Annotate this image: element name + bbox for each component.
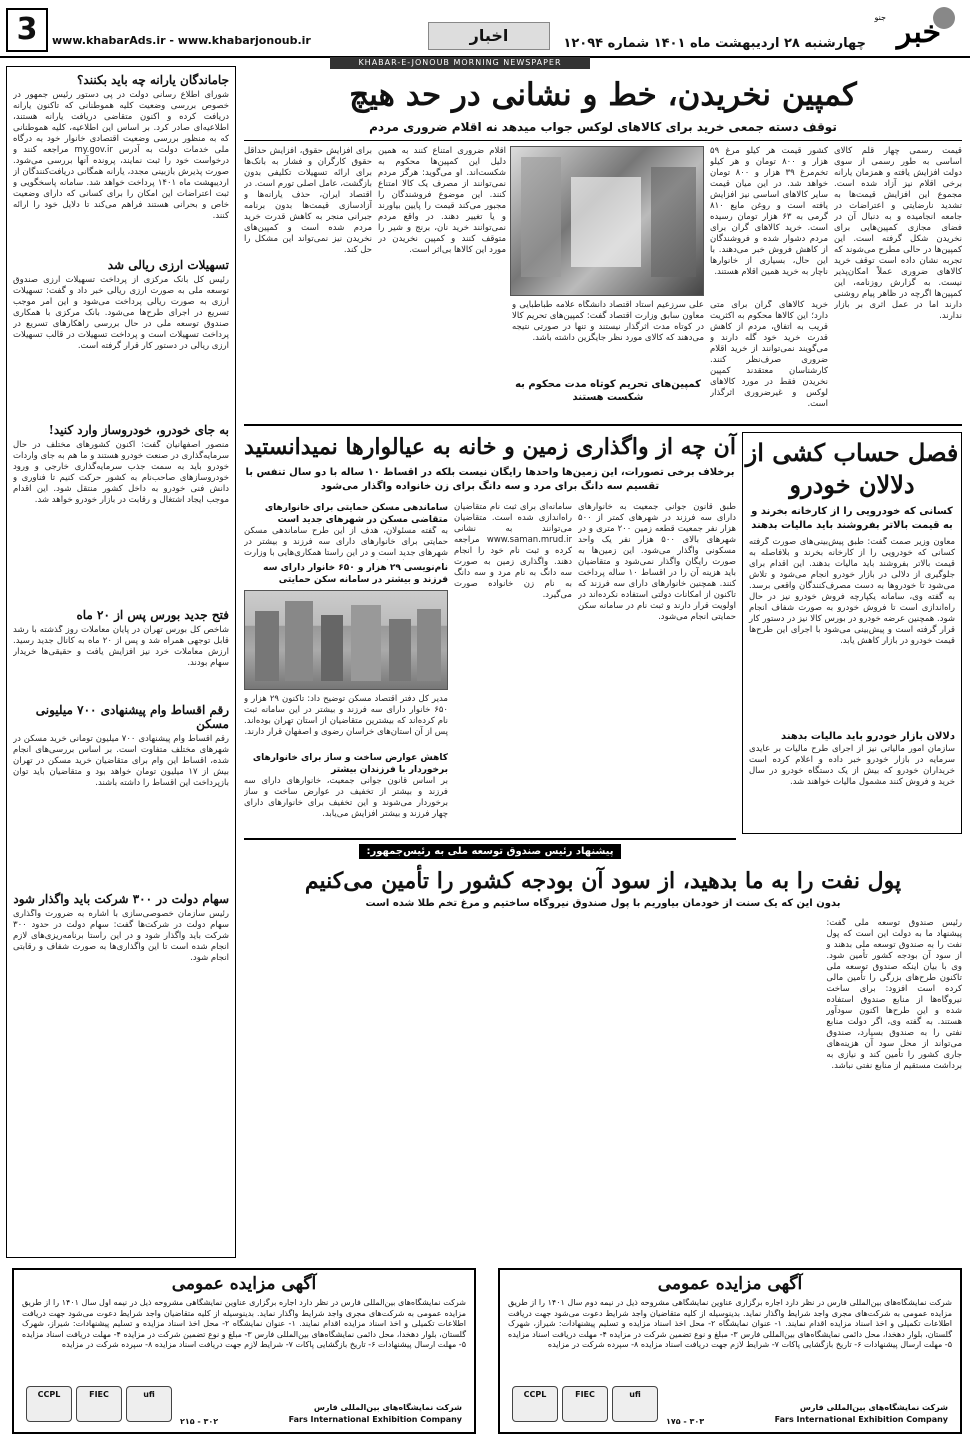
dealers-article bbox=[742, 432, 962, 834]
website-links[interactable]: www.khabarAds.ir - www.khabarjonoub.ir bbox=[52, 34, 311, 47]
interview-body: علی سرزعیم استاد اقتصاد دانشگاه علامه طباطبایی و معاون سابق وزارت اقتصاد گفت: کمپین‌های تحریم کالا در کوتاه مدت اثرگذار نیستند و تنها در صورتی نتیجه می‌دهند که کالای مورد نظر جایگزین داشته باشد. bbox=[512, 300, 704, 343]
lead-headline: کمپین نخریدن، خط و نشانی در حد هیچ bbox=[349, 77, 857, 113]
sidebar-article-body: منصور اصفهانیان گفت: اکنون کشورهای مختلف در حال سرمایه‌گذاری در صنعت خودرو هستند و ما هم به جای واردات خودرو باید به سمت جذب سرمایه‌گذاری خارجی و ورود خودروسازهای صاحب‌نام به کشور حرکت کنیم تا فناوری و دانش فنی خودرو به داخل کشور منتقل شود. این اقدام موجب ایجاد اشتغال و رقابت در بازار خودرو خواهد شد. bbox=[13, 440, 229, 505]
auction-ad bbox=[12, 1268, 476, 1434]
sidebar-article-title: سهام دولت در ۳۰۰ شرکت باید واگذار شود bbox=[13, 892, 229, 906]
sidebar-article-body: شورای اطلاع رسانی دولت در پی دستور رئیس جمهور در خصوص بررسی وضعیت کلیه هموطنانی که تاکنون یارانه دریافت کرده و اکنون متقاضی دریافت یارانه هستند، اطلاعیه‌ای صادر کرد. بر اساس این اطلاعیه، کلیه هموطنانی که به منظور بررسی وضعیت اقتصادی خانوار خود به درگاه ملی خدمات دولت به آدرس my.gov.ir مراجعه کنند و درخواست خود را ثبت نمایند، پرونده آنها بررسی می‌شود. صورت پذیرش بازبینی مجدد، یارانه همگانی دریافت‌کنندگان از اردیبهشت ماه ۱۴۰۱ پرداخت خواهد شد. سامانه پاسخگویی و ثبت اعتراضات این امکان را برای کسانی که دارای وضعیت خاص و بحرانی هستند فراهم می‌کند تا دلایل خود را ارائه کنند. bbox=[13, 90, 229, 221]
sidebar-article-title: فتح جدید بورس پس از ۲۰ ماه bbox=[76, 608, 229, 622]
ccpl-badge: CCPL bbox=[26, 1386, 72, 1422]
ad-organization: شرکت نمایشگاه‌های بین‌المللی فارس bbox=[799, 1403, 948, 1412]
ad-code: ۱۷۵ - ۳۰۳ bbox=[666, 1417, 705, 1426]
sidebar-article bbox=[7, 602, 235, 697]
ad-organization: شرکت نمایشگاه‌های بین‌المللی فارس bbox=[313, 1403, 462, 1412]
section-label: اخبار bbox=[428, 22, 550, 50]
ad-footer bbox=[20, 1384, 468, 1428]
sidebar-article-title: به جای خودرو، خودروساز وارد کنید! bbox=[48, 423, 229, 437]
land-mini-title: کاهش عوارض ساخت و ساز برای خانوارهای برخوردار با فرزندان بیشتر bbox=[252, 753, 448, 775]
divider bbox=[244, 838, 736, 840]
sidebar-article bbox=[7, 697, 235, 886]
ad-footer bbox=[506, 1384, 954, 1428]
ad-body: شرکت نمایشگاه‌های بین‌المللی فارس در نظر دارد اجاره برگزاری عناوین نمایشگاهی مشروحه ذیل در نیمه دوم سال ۱۴۰۱ را از طریق مزایده عمومی به شرکت‌های مجری واجد شرایط واگذار نماید. بدینوسیله از کلیه متقاضیان واجد شرایط دعوت می‌شود جهت دریافت اطلاعات تکمیلی و اخذ اسناد مزایده اقدام نمایند. ۱- عنوان نمایشگاه ۲- محل اخذ اسناد مزایده و تسلیم پیشنهادات: شیراز، شهرک گلستان، بلوار دهخدا، محل دائمی نمایشگاه‌های بین‌المللی فارس ۳- مبلغ و نوع تضمین شرکت در مزایده ۴- مهلت دریافت اسناد مزایده ۵- مهلت ارسال پیشنهادات ۶- تاریخ بازگشایی پاکات ۷- شرایط لازم جهت دریافت اسناد مزایده ۸- سپرده شرکت در مزایده bbox=[508, 1298, 953, 1349]
logo-sub: جنو bbox=[874, 13, 886, 22]
logo-text: خبر bbox=[896, 15, 942, 50]
land-mini-title: نام‌نویسی ۲۹ هزار و ۶۵۰ خانوار دارای سه فرزند و بیشتر در سامانه سکن حمایتی bbox=[263, 563, 448, 585]
ad-title: آگهی مزایده عمومی bbox=[657, 1274, 803, 1294]
dealers-subhead: کسانی که خودرویی را از کارخانه بخرند و به قیمت بالاتر بفروشند باید مالیات بدهند bbox=[751, 506, 953, 531]
ad-organization-en: Fars International Exhibition Company bbox=[774, 1415, 948, 1424]
land-headline: آن چه از واگذاری زمین و خانه به عیالوارها نمیدانستید bbox=[244, 434, 736, 460]
fiec-badge: FIEC bbox=[562, 1386, 608, 1422]
shopping-photo bbox=[510, 146, 704, 296]
morning-banner: KHABAR-E-JONOUB MORNING NEWSPAPER bbox=[330, 57, 590, 69]
sidebar-article-title: جاماندگان یارانه چه باید بکنند؟ bbox=[77, 73, 229, 87]
divider bbox=[244, 424, 962, 426]
dealers-headline: فصل حساب کشی از دلالان خودرو bbox=[745, 438, 959, 499]
ccpl-badge: CCPL bbox=[512, 1386, 558, 1422]
ad-organization-en: Fars International Exhibition Company bbox=[288, 1415, 462, 1424]
issue-dateline: چهارشنبه ۲۸ اردیبهشت ماه ۱۴۰۱ شماره ۱۲۰۹۴ bbox=[563, 36, 866, 51]
sidebar-article-body: رئیس کل بانک مرکزی از پرداخت تسهیلات ارزی صندوق توسعه ملی به صورت ارزی ریالی خبر داد و گفت: تسهیلات ارزی به صورت ریالی پرداخت می‌شود و این امر موجب تسریع در اجرای طرح‌ها می‌شود. بانک مرکزی با همکاری صندوق توسعه ملی در حال بررسی راهکارهای تسریع در پرداخت تسهیلات است و پرداخت تسهیلات در قالب تسهیلات ارزی ریالی در دستور کار قرار گرفته است. bbox=[13, 275, 229, 351]
oil-kicker-label: پیشنهاد رئیس صندوق توسعه ملی به رئیس‌جمهور: bbox=[359, 844, 622, 859]
sidebar-article-body: رقم اقساط وام پیشنهادی ۷۰۰ میلیون تومانی خرید مسکن در شهرهای مختلف متفاوت است. بر اساس بررسی‌های انجام شده، اقساط این وام برای متقاضیان خرید مسکن در تهران بیش از ۱۷ میلیون تومان خواهد بود و متقاضیان باید توان بازپرداخت این اقساط را داشته باشند. bbox=[13, 734, 229, 788]
sidebar-article-title: تسهیلات ارزی ریالی شد bbox=[107, 258, 229, 272]
ad-title: آگهی مزایده عمومی bbox=[171, 1274, 317, 1294]
lead-col-1: قیمت رسمی چهار قلم کالای اساسی به طور رسمی از سوی دولت افزایش یافته و همزمان یارانه برخی اقلام نیز آزاد شده است. مجموع این افزایش قیمت‌ها به تشدید نارضایتی و اعتراضات در جامعه انجامیده و به دنبال آن در فضای مجازی کمپین‌هایی برای نخریدن شکل گرفته است. این کمپین‌ها در حالی مطرح می‌شوند که تجربه نشان داده است توقف خرید کالاهای ضروری عملاً امکان‌پذیر نیست. به گزارش روزنامه، این کمپین‌ها اگرچه در ظاهر پیام روشنی دارند اما در عمل اثری بر بازار ندارند. bbox=[834, 146, 962, 321]
oil-subhead: بدون این که یک سنت از خودمان بیاوریم با پول صندوق نیروگاه ساختیم و مرغ تخم طلا شده است bbox=[365, 898, 841, 909]
land-col-1: طبق قانون جوانی جمعیت به خانوارهای دارای سه فرزند در شهرهای کمتر از ۵۰۰ هزار نفر جمعیت قطعه زمین ۲۰۰ متری و در شهرهای بالای ۵۰۰ هزار نفر یک واحد مسکونی واگذار می‌شود. این زمین‌ها به صورت رایگان واگذار نمی‌شود و متقاضیان باید هزینه آن را در اقساط ۱۰ ساله پرداخت کنند. همچنین خانوارهای دارای سه فرزند که تاکنون از امکانات دولتی استفاده نکرده‌اند در اولویت قرار دارند و ثبت نام در سامانه سکن حمایتی انجام می‌شود. bbox=[578, 502, 736, 622]
ad-body: شرکت نمایشگاه‌های بین‌المللی فارس در نظر دارد اجاره برگزاری عناوین نمایشگاهی مشروحه ذیل در نیمه اول سال ۱۴۰۱ را از طریق مزایده عمومی به شرکت‌های مجری واجد شرایط واگذار نماید. بدینوسیله از کلیه متقاضیان واجد شرایط دعوت می‌شود جهت دریافت اطلاعات تکمیلی و اخذ اسناد مزایده اقدام نمایند. ۱- عنوان نمایشگاه ۲- محل اخذ اسناد مزایده و تسلیم پیشنهادات: شیراز، شهرک گلستان، بلوار دهخدا، محل دائمی نمایشگاه‌های بین‌المللی فارس ۳- مبلغ و نوع تضمین شرکت در مزایده ۴- مهلت دریافت اسناد مزایده ۵- مهلت ارسال پیشنهادات ۶- تاریخ بازگشایی پاکات ۷- شرایط لازم جهت دریافت اسناد مزایده ۸- سپرده شرکت در مزایده bbox=[22, 1298, 467, 1349]
sidebar-article bbox=[7, 886, 235, 1031]
lead-subhead: توقف دسته جمعی خرید برای کالاهای لوکس جواب میدهد نه اقلام ضروری مردم bbox=[369, 120, 837, 134]
sidebar-article bbox=[7, 67, 235, 252]
lead-col-5: برای افزایش حقوق، افزایش حداقل حقوق کارگران و فشار به بانک‌ها برای ارائه تسهیلات تکلیفی بدون بازگشت، عامل اصلی تورم است. در اقتصاد ایران، حذف یارانه‌ها و آزادسازی قیمت‌ها بدون برنامه جبرانی منجر به کاهش قدرت خرید مردم شده است و کمپین‌های نخریدن نیز نمی‌تواند این مشکل را حل کند. bbox=[244, 146, 372, 255]
dealers-mini-title: دلالان بازار خودرو باید مالیات بدهند bbox=[781, 731, 955, 742]
auction-ad bbox=[498, 1268, 962, 1434]
land-mini-body: به گفته مسئولان، هدف از این طرح ساماندهی مسکن حمایتی برای خانوارهای دارای سه فرزند و بیشتر در شهرهای جدید است و در این راستا همکاری‌هایی با وزارت bbox=[244, 526, 448, 558]
land-col-2: سامانه‌ای برای ثبت نام متقاضیان راه‌اندازی شده است. متقاضیان می‌توانند به نشانی www.saman.mrud.ir مراجعه کرده و ثبت نام خود را انجام دهند. واگذاری زمین به صورت سه دانگ به نام مرد و سه دانگ به نام زن خانواده صورت می‌گیرد. bbox=[454, 502, 572, 600]
sidebar-article-body: شاخص کل بورس تهران در پایان معاملات روز گذشته با رشد قابل توجهی همراه شد و پس از ۲۰ ماه به کانال جدید رسید. ارزش معاملات خرد نیز افزایش یافت و حقیقی‌ها خریدار سهام بودند. bbox=[13, 625, 229, 668]
page-number: 3 bbox=[6, 8, 48, 52]
interview-title: کمپین‌های تحریم کوتاه مدت محکوم به شکست هستند bbox=[515, 379, 701, 403]
oil-kicker bbox=[244, 846, 736, 857]
land-mini-body: بر اساس قانون جوانی جمعیت، خانوارهای دارای سه فرزند و بیشتر از تخفیف در عوارض ساخت و ساز برخوردار می‌شوند و این تخفیف برای خانوارهای دارای چهار فرزند و بیشتر افزایش می‌یابد. bbox=[244, 776, 448, 819]
sidebar-article-body: رئیس سازمان خصوصی‌سازی با اشاره به ضرورت واگذاری سهام دولت در شرکت‌ها گفت: سهام دولت در حدود ۳۰۰ شرکت باید واگذار شود و در این راستا برنامه‌ریزی‌های لازم انجام شده است تا این واگذاری‌ها به صورت شفاف و رقابتی انجام شود. bbox=[13, 909, 229, 963]
land-mini-articles bbox=[244, 502, 448, 832]
ufi-badge: ufi bbox=[612, 1386, 658, 1422]
lead-col-3: خرید کالاهای گران برای متی دارد؛ این کالاها محکوم به اکثریت قریب به اتفاق، مردم از کاهش قدرت خرید خود گله دارند و می‌گویند نمی‌توانند از خرید اقلام ضروری صرف‌نظر کنند. کارشناسان معتقدند کمپین نخریدن فقط در مورد کالاهای لوکس و غیرضروری اثرگذار است. bbox=[710, 300, 828, 409]
sidebar-article bbox=[7, 417, 235, 602]
news-sidebar bbox=[6, 66, 236, 1258]
land-mini-title: ساماندهی مسکن حمایتی برای خانوارهای متقاضی مسکن در شهرهای جدید است bbox=[264, 503, 448, 525]
divider bbox=[244, 140, 962, 141]
oil-headline: پول نفت را به ما بدهید، از سود آن بودجه کشور را تأمین می‌کنیم bbox=[304, 868, 902, 894]
sidebar-article bbox=[7, 252, 235, 417]
fiec-badge: FIEC bbox=[76, 1386, 122, 1422]
ufi-badge: ufi bbox=[126, 1386, 172, 1422]
sidebar-article-title: رقم اقساط وام پیشنهادی ۷۰۰ میلیونی مسکن bbox=[35, 703, 229, 731]
lead-col-4: اقلام ضروری امتناع کنند به همین دلیل این کمپین‌ها محکوم به شکست‌اند. او می‌گوید: هرگز مردم نمی‌توانند از مصرف یک کالا امتناع کنند. این موضوع فروشندگان را مجبور می‌کند قیمت را پایین بیاورند و یا تغییر دهند. در واقع مردم نمی‌توانند خرید نان، برنج و شیر را متوقف کنند و کمپین نخریدن در مورد این کالاها بی‌اثر است. bbox=[378, 146, 506, 255]
dealers-mini-body: سازمان امور مالیاتی نیز از اجرای طرح مالیات بر عایدی سرمایه در بازار خودرو خبر داده و اعلام کرده است خریداران خودرو که بیش از یک دستگاه خودرو در سال خرید و فروش کنند مشمول مالیات خواهند شد. bbox=[749, 744, 955, 787]
newspaper-logo bbox=[874, 4, 964, 50]
ad-code: ۲۱۵ - ۳۰۲ bbox=[180, 1417, 219, 1426]
interview-box bbox=[512, 300, 704, 418]
oil-body: رئیس صندوق توسعه ملی گفت: پیشنهاد ما به دولت این است که پول نفت را به صندوق توسعه ملی بدهند و از سود آن بودجه کشور تأمین شود. وی با بیان اینکه صندوق توسعه ملی تاکنون طرح‌های بزرگی را تأمین مالی کرده است افزود: برای ساخت نیروگاه‌ها از منابع صندوق استفاده شده و این طرح‌ها اکنون سودآور هستند. به گفته وی، اگر دولت منابع نفتی را به صندوق بسپارد، صندوق می‌تواند از محل سود آن هزینه‌های جاری کشور را تأمین کند و نیازی به برداشت مستقیم از منابع نفتی نباشد. bbox=[826, 918, 962, 1071]
land-mini-body: مدیر کل دفتر اقتصاد مسکن توضیح داد: تاکنون ۲۹ هزار و ۶۵۰ خانوار دارای سه فرزند و بیشتر در این سامانه ثبت نام کرده‌اند که بیشترین متقاضیان از استان تهران بوده‌اند. پس از آن استان‌های خراسان رضوی و اصفهان قرار دارند. bbox=[244, 694, 448, 737]
land-subhead: برخلاف برخی تصورات، این زمین‌ها واحدها رایگان نیست بلکه در اقساط ۱۰ ساله با دو سال تنفس با تقسیم سه دانگ برای مرد و سه دانگ برای زن خانواده واگذار می‌شود bbox=[245, 467, 735, 492]
lead-col-2: کشور قیمت هر کیلو مرغ ۵۹ هزار و ۸۰۰ تومان و هر کیلو تخم‌مرغ ۳۹ هزار و ۸۰۰ تومان خواهد شد. در این میان قیمت سایر کالاهای اساسی نیز افزایش یافته است و روغن مایع ۸۱۰ گرمی به ۶۳ هزار تومان رسیده است. خرید کالاهای گران برای مردم دشوار شده و فروشندگان از کاهش فروش خبر می‌دهند. با این حال، بسیاری از خانوارها ناچار به خرید همین اقلام هستند. bbox=[710, 146, 828, 277]
dealers-body: معاون وزیر صمت گفت: طبق پیش‌بینی‌های صورت گرفته کسانی که خودرویی را از کارخانه بخرند و بلافاصله به قیمت بالاتر بفروشند باید مالیات بدهند. این اقدام برای جلوگیری از دلالی در بازار خودرو انجام می‌شود و تلاش می‌شود تا خودروها به دست مصرف‌کنندگان واقعی برسد. به گفته وی، سامانه یکپارچه فروش خودرو نیز در حال راه‌اندازی است تا فروش خودرو به صورت شفاف انجام شود. همچنین عرضه خودرو در بورس کالا نیز در دستور کار قرار گرفته است و پیش‌بینی می‌شود با اجرای این طرح‌ها قیمت خودرو در بازار کاهش یابد. bbox=[749, 537, 955, 646]
housing-photo bbox=[244, 590, 448, 690]
